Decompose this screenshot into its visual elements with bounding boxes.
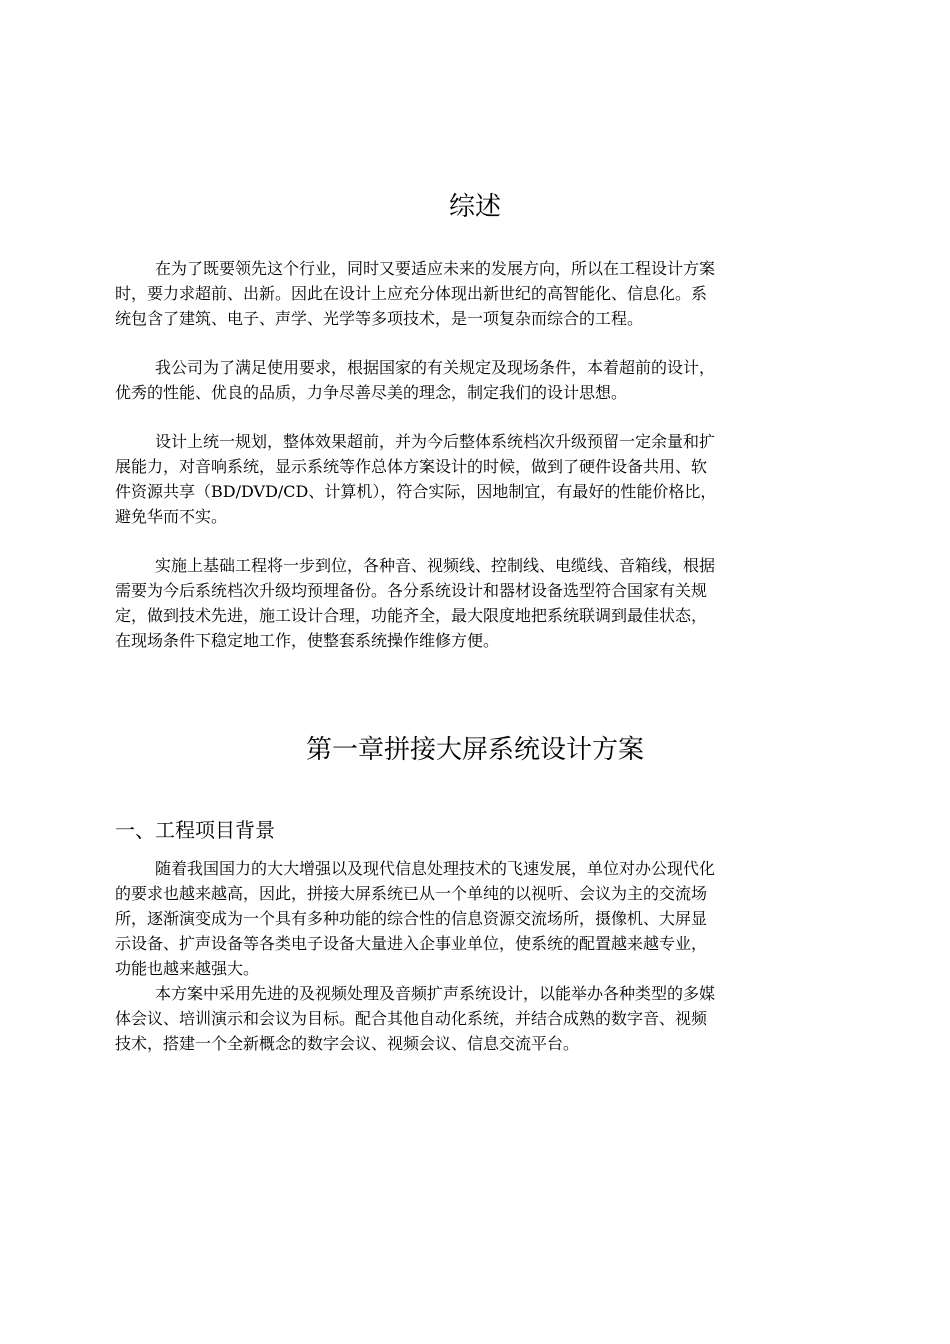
text-line: 实施上基础工程将一步到位，各种音、视频线、控制线、电缆线、音箱线，根据 — [155, 556, 716, 575]
text-line: 需要为今后系统档次升级均预埋备份。各分系统设计和器材设备选型符合国家有关规 — [115, 581, 708, 600]
chapter-title: 第一章拼接大屏系统设计方案 — [305, 735, 644, 765]
text-line: 本方案中采用先进的及视频处理及音频扩声系统设计，以能举办各种类型的多媒 — [155, 984, 716, 1003]
section-paragraph — [115, 981, 845, 1056]
overview-paragraph — [115, 355, 845, 405]
text-line: 我公司为了满足使用要求，根据国家的有关规定及现场条件，本着超前的设计， — [155, 358, 716, 377]
text-line: 件资源共享（BD/DVD/CD、计算机），符合实际，因地制宜，有最好的性能价格比， — [115, 482, 717, 501]
text-line: 在现场条件下稳定地工作，使整套系统操作维修方便。 — [115, 631, 500, 650]
overview-paragraph — [115, 256, 845, 331]
text-line: 技术，搭建一个全新概念的数字会议、视频会议、信息交流平台。 — [115, 1034, 580, 1053]
text-line: 设计上统一规划，整体效果超前，并为今后整体系统档次升级预留一定余量和扩 — [155, 432, 716, 451]
text-line: 功能也越来越强大。 — [115, 959, 260, 978]
text-line: 随着我国国力的大大增强以及现代信息处理技术的飞速发展，单位对办公现代化 — [155, 859, 716, 878]
text-line: 避免华而不实。 — [115, 507, 228, 526]
text-line: 的要求也越来越高，因此，拼接大屏系统已从一个单纯的以视听、会议为主的交流场 — [115, 884, 708, 903]
section-title: 一、工程项目背景 — [115, 818, 275, 842]
text-line: 体会议、培训演示和会议为目标。配合其他自动化系统，并结合成熟的数字音、视频 — [115, 1009, 708, 1028]
section-paragraph — [115, 856, 845, 981]
overview-paragraph — [115, 429, 845, 529]
text-line: 示设备、扩声设备等各类电子设备大量进入企事业单位，使系统的配置越来越专业， — [115, 934, 708, 953]
text-line: 定，做到技术先进，施工设计合理，功能齐全，最大限度地把系统联调到最佳状态， — [115, 606, 708, 625]
text-line: 优秀的性能、优良的品质，力争尽善尽美的理念，制定我们的设计思想。 — [115, 383, 628, 402]
text-line: 展能力，对音响系统，显示系统等作总体方案设计的时候，做到了硬件设备共用、软 — [115, 457, 708, 476]
text-line: 统包含了建筑、电子、声学、光学等多项技术，是一项复杂而综合的工程。 — [115, 309, 644, 328]
text-line: 在为了既要领先这个行业，同时又要适应未来的发展方向，所以在工程设计方案 — [155, 259, 716, 278]
text-line: 时，要力求超前、出新。因此在设计上应充分体现出新世纪的高智能化、信息化。系 — [115, 284, 708, 303]
overview-paragraph — [115, 553, 845, 653]
text-line: 所，逐渐演变成为一个具有多种功能的综合性的信息资源交流场所，摄像机、大屏显 — [115, 909, 708, 928]
overview-title: 综述 — [448, 192, 501, 222]
